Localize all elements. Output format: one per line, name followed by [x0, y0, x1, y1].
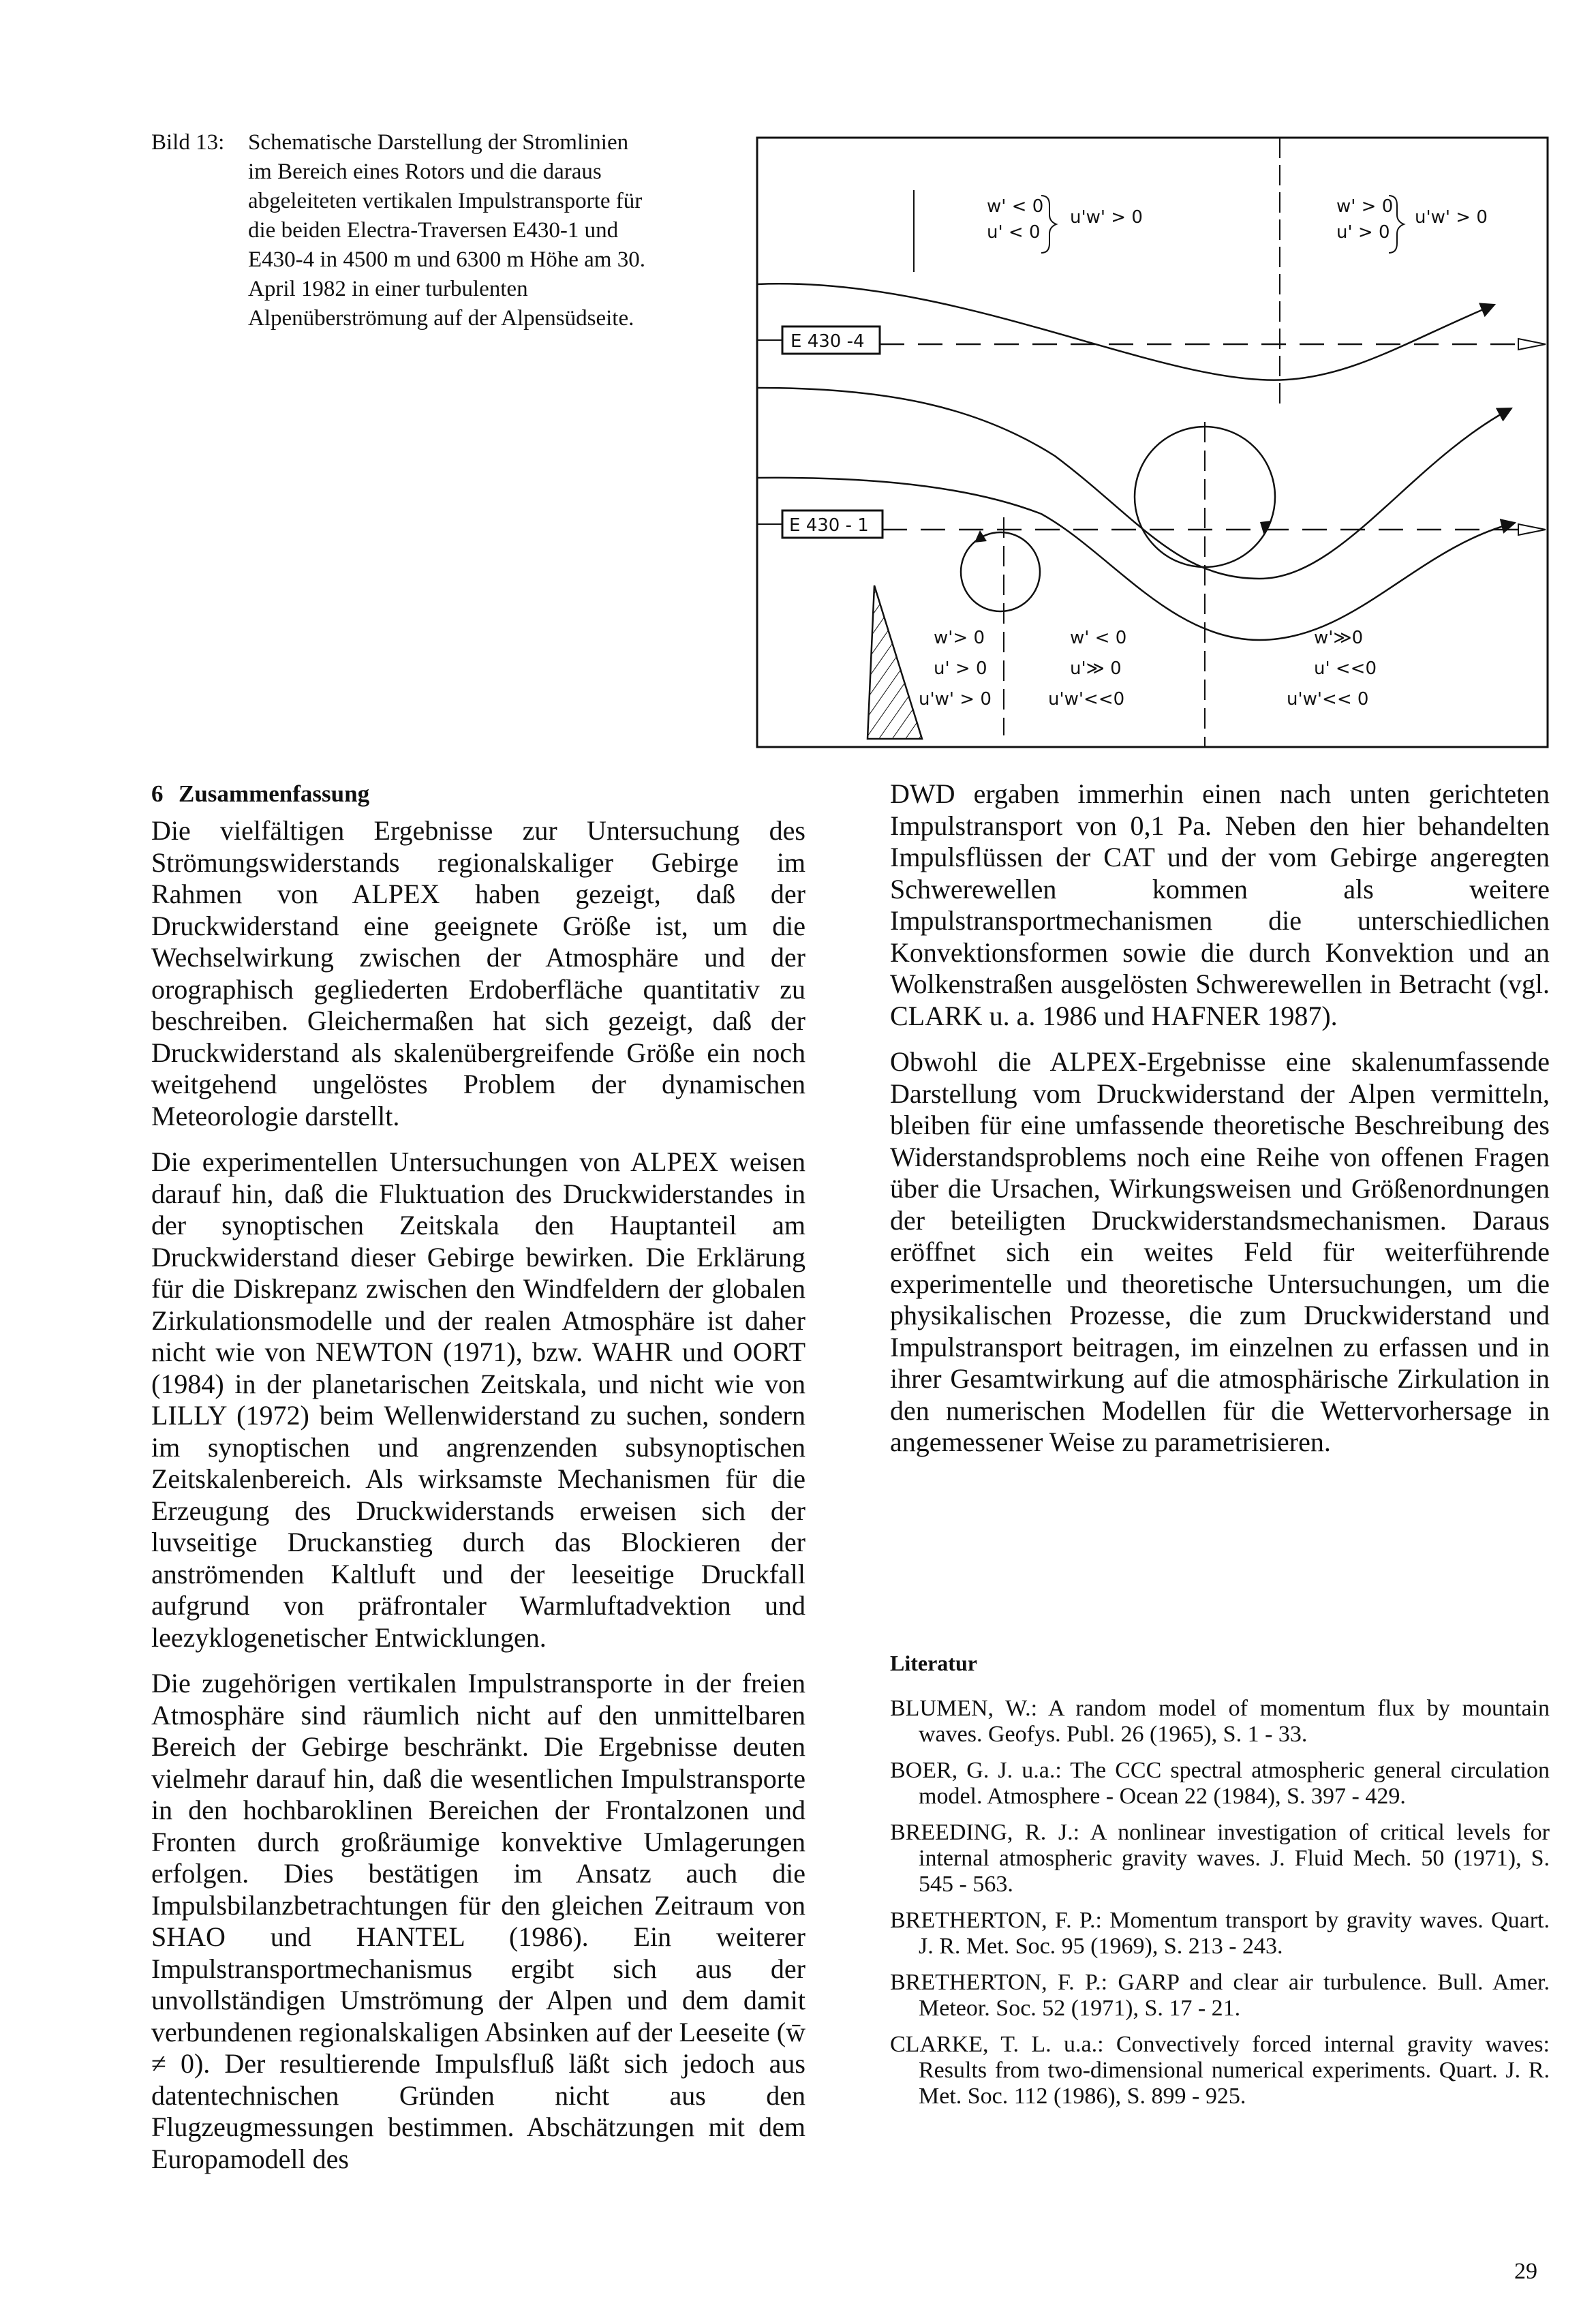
- literature-heading: Literatur: [890, 1651, 977, 1675]
- label-bottom-right-uw: u'w'<< 0: [1287, 689, 1369, 710]
- section-number: 6: [151, 780, 164, 807]
- label-bottom-right-w: w'≫0: [1314, 628, 1364, 648]
- body-paragraph: Die experimentellen Untersuchungen von ALPEX weisen darauf hin, daß die Fluktuation des Druckwiderstandes in der synoptischen Zeitskala den Hauptanteil am Druckwiderstand dieser Gebirge bewirken. Die Erklärung für die Diskrepanz zwischen den Windfeldern der globalen Zirkulationsmodelle und der realen Atmosphäre ist daher nicht wie von NEWTON (1971), bzw. WAHR und OORT (1984) in der planetarischen Zeitskala, und nicht wie von LILLY (1972) beim Wellenwiderstand zu suchen, sondern im synoptischen und angrenzenden subsynoptischen Zeitskalenbereich. Als wirksamste Mechanismen für die Erzeugung des Druckwiderstands erweisen sich der luvseitige Druckanstieg durch das Blockieren der anströmenden Kaltluft und der leeseitige Druckfall aufgrund von präfrontaler Warmluftadvektion und leezyklogenetischer Entwicklungen.: [151, 1146, 805, 1653]
- figure-caption: [151, 128, 656, 333]
- body-paragraph: Die vielfältigen Ergebnisse zur Untersuchung des Strömungswiderstands regionalskaliger Gebirge im Rahmen von ALPEX haben gezeigt, daß der Druckwiderstand eine geeignete Größe ist, um die Wechselwirkung zwischen der Atmosphäre und der orographisch gegliederten Erdoberfläche quantitativ zu beschreiben. Gleichermaßen hat sich gezeigt, daß der Druckwiderstand als skalenübergreifende Größe ein noch weitgehend ungelöstes Problem der dynamischen Meteorologie darstellt.: [151, 815, 805, 1131]
- label-bottom-mid-w: w' < 0: [1070, 628, 1127, 648]
- streamline-2: [757, 388, 1511, 579]
- label-bottom-left-u: u' > 0: [934, 658, 987, 679]
- rotor-small: [961, 532, 1040, 611]
- right-column: [890, 778, 1550, 1473]
- reference-entry: BLUMEN, W.: A random model of momentum flux by mountain waves. Geofys. Publ. 26 (1965), S. 1 - 33.: [890, 1696, 1550, 1747]
- section-title: Zusammenfassung: [179, 780, 370, 807]
- traverse-upper-label: E 430 -4: [791, 331, 865, 352]
- reference-entry: BREEDING, R. J.: A nonlinear investigation of critical levels for internal atmospheric gravity waves. J. Fluid Mech. 50 (1971), S. 545 - 563.: [890, 1820, 1550, 1897]
- mountain-slope: [868, 585, 922, 739]
- brace-top-left: [1041, 196, 1056, 253]
- reference-entry: BRETHERTON, F. P.: Momentum transport by gravity waves. Quart. J. R. Met. Soc. 95 (1969), S. 213 - 243.: [890, 1908, 1550, 1959]
- label-top-left-w: w' < 0: [987, 196, 1044, 217]
- traverse-lower-label: E 430 - 1: [789, 515, 869, 536]
- figure-caption-label: Bild 13:: [151, 130, 225, 155]
- label-top-left-uw: u'w' > 0: [1070, 207, 1143, 228]
- traverse-lower-arrow: [1518, 524, 1546, 535]
- label-top-right-w: w' > 0: [1336, 196, 1394, 217]
- body-paragraph: Obwohl die ALPEX-Ergebnisse eine skalenumfassende Darstellung vom Druckwiderstand der Alpen vermitteln, bleiben für eine umfassende theoretische Beschreibung des Widerstandsproblems noch eine Reihe von offenen Fragen über die Ursachen, Wirkungsweisen und Größenordnungen der beteiligten Druckwiderstandsmechanismen. Daraus eröffnet sich ein weites Feld für weiterführende experimentelle und theoretische Untersuchungen, um die physikalischen Prozesse, die zum Druckwiderstand und Impulstransport beitragen, im einzelnen zu erfassen und in ihrer Gesamtwirkung auf die atmosphärische Zirkulation in den numerischen Modellen für die Wettervorhersage in angemessener Weise zu parametrisieren.: [890, 1046, 1550, 1457]
- label-bottom-left-uw: u'w' > 0: [919, 689, 992, 710]
- label-bottom-left-w: w'> 0: [934, 628, 985, 648]
- traverse-upper-arrow: [1518, 339, 1546, 350]
- streamline-3: [757, 478, 1515, 640]
- body-paragraph: DWD ergaben immerhin einen nach unten gerichteten Impulstransport von 0,1 Pa. Neben den hier behandelten Impulsflüssen der CAT und der vom Gebirge angeregten Schwerewellen kommen als weitere Impulstransportmechanismen die unterschiedlichen Konvektionsformen sowie die durch Konvektion und an Wolkenstraßen ausgelösten Schwerewellen in Betracht (vgl. CLARK u. a. 1986 und HAFNER 1987).: [890, 778, 1550, 1031]
- rotor-small-arrow: [975, 530, 987, 543]
- label-top-left-u: u' < 0: [987, 222, 1041, 243]
- label-bottom-right-u: u' <<0: [1314, 658, 1377, 679]
- rotor-streamline-figure: [755, 136, 1550, 749]
- page-number: 29: [1514, 2259, 1537, 2284]
- label-bottom-mid-uw: u'w'<<0: [1048, 689, 1125, 710]
- body-paragraph: Die zugehörigen vertikalen Impulstransporte in der freien Atmosphäre sind räumlich nicht auf den unmittelbaren Bereich der Gebirge beschränkt. Die Ergebnisse deuten vielmehr darauf hin, daß die wesentlichen Impulstransporte in den hochbaroklinen Bereichen der Frontalzonen und Fronten durch großräumige konvektive Umlagerungen erfolgen. Dies bestätigen im Ansatz auch die Impulsbilanzbetrachtungen für den gleichen Zeitraum von SHAO und HANTEL (1986). Ein weiterer Impulstransportmechanismus ergibt sich aus der unvollständigen Umströmung der Alpen und dem damit verbundenen regionalskaligen Absinken auf der Leeseite (w̄ ≠ 0). Der resultierende Impulsfluß läßt sich jedoch aus datentechnischen Gründen nicht aus den Flugzeugmessungen bestimmen. Abschätzungen mit dem Europamodell des: [151, 1668, 805, 2174]
- reference-entry: BRETHERTON, F. P.: GARP and clear air turbulence. Bull. Amer. Meteor. Soc. 52 (1971), S. 17 - 21.: [890, 1970, 1550, 2021]
- label-bottom-mid-u: u'≫ 0: [1070, 658, 1122, 679]
- reference-entry: BOER, G. J. u.a.: The CCC spectral atmospheric general circulation model. Atmosphere - Ocean 22 (1984), S. 397 - 429.: [890, 1758, 1550, 1809]
- reference-list: [890, 1696, 1550, 2120]
- label-top-right-u: u' > 0: [1336, 222, 1390, 243]
- section-heading: [151, 778, 805, 810]
- left-column: [151, 778, 805, 2189]
- label-top-right-uw: u'w' > 0: [1415, 207, 1488, 228]
- reference-entry: CLARKE, T. L. u.a.: Convectively forced internal gravity waves: Results from two-dimensional numerical experiments. Quart. J. R. Met. Soc. 112 (1986), S. 899 - 925.: [890, 2032, 1550, 2109]
- figure-caption-text: Schematische Darstellung der Stromlinien im Bereich eines Rotors und die daraus abgeleiteten vertikalen Impulstransporte für die beiden Electra-Traversen E430-1 und E430-4 in 4500 m und 6300 m Höhe am 30. April 1982 in einer turbulenten Alpenüberströmung auf der Alpensüdseite.: [248, 130, 645, 331]
